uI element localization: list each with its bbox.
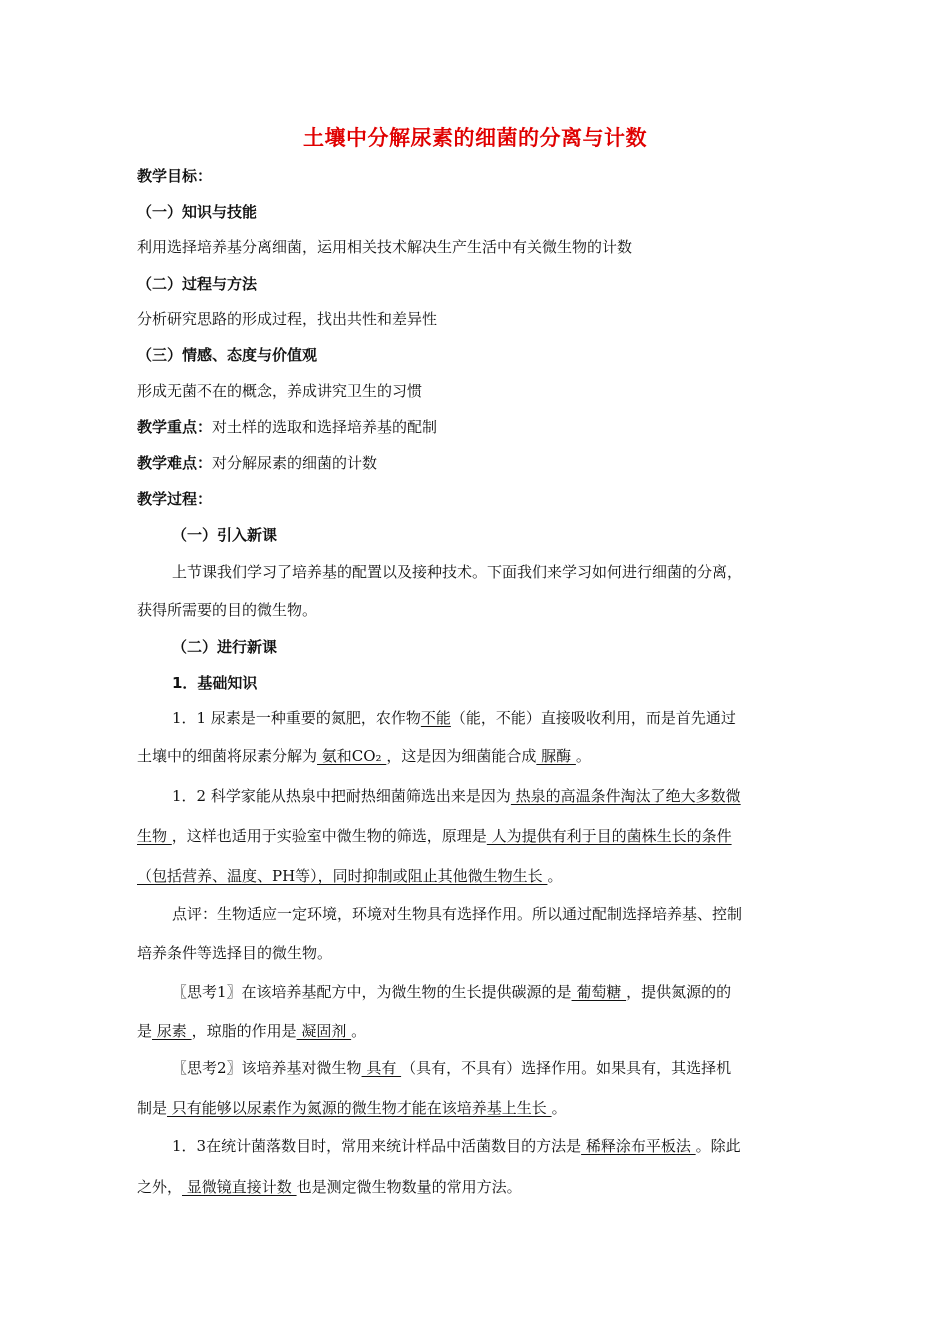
page-title: 土壤中分解尿素的细菌的分离与计数: [303, 126, 647, 150]
text-run: 是: [137, 1022, 153, 1040]
think1-line-2: [137, 1021, 366, 1041]
text-run: 。: [551, 1099, 567, 1117]
objectives-heading: 教学目标：: [137, 167, 213, 185]
para-1-3-line-2: [137, 1177, 522, 1197]
intro-heading: （一）引入新课: [172, 526, 278, 544]
answer-blank: 尿素: [152, 1022, 192, 1040]
text-run: 1．3在统计菌落数目时，常用来统计样品中活菌数目的方法是: [172, 1137, 582, 1155]
key-point-text: 对土样的选取和选择培养基的配制: [212, 418, 438, 436]
text-run: 。: [547, 867, 563, 885]
para-1-1-line-1: [172, 708, 736, 728]
text-run: ，这是因为细菌能合成: [386, 747, 537, 765]
answer-blank: 热泉的高温条件淘汰了绝大多数微: [510, 787, 741, 805]
intro-line-1: 上节课我们学习了培养基的配置以及接种技术。下面我们来学习如何进行细菌的分离，: [172, 563, 743, 581]
answer-blank: 生物: [137, 827, 172, 845]
answer-blank: （包括营养、温度、PH等），同时抑制或阻止其他微生物生长: [137, 867, 548, 885]
answer-blank: 具有: [361, 1059, 402, 1077]
section2-heading: （二）过程与方法: [137, 275, 258, 293]
basics-heading: 1．基础知识: [172, 674, 258, 692]
text-run: 制是: [137, 1099, 168, 1117]
comment-line-1: 点评：生物适应一定环境，环境对生物具有选择作用。所以通过配制选择培养基、控制: [172, 905, 743, 923]
text-run: 。除此: [695, 1137, 741, 1155]
text-run: 也是测定微生物数量的常用方法。: [296, 1178, 522, 1196]
text-run: 〖思考1〗在该培养基配方中，为微生物的生长提供碳源的是: [172, 983, 572, 1001]
think1-line-1: [172, 982, 731, 1002]
key-point-line: [137, 417, 437, 437]
text-run: ，琼脂的作用是: [191, 1022, 297, 1040]
answer-blank: 不能: [420, 709, 451, 727]
section3-text: 形成无菌不在的概念，养成讲究卫生的习惯: [137, 382, 423, 400]
section2-text: 分析研究思路的形成过程，找出共性和差异性: [137, 310, 438, 328]
intro-line-2: 获得所需要的目的微生物。: [137, 601, 318, 619]
text-run: 土壤中的细菌将尿素分解为: [137, 747, 318, 765]
difficulty-line: [137, 453, 377, 473]
section1-heading: （一）知识与技能: [137, 203, 258, 221]
difficulty-text: 对分解尿素的细菌的计数: [212, 454, 378, 472]
answer-blank: 氨和CO₂: [317, 747, 387, 765]
para-1-2-line-3: [137, 866, 562, 886]
text-run: （能，不能）直接吸收利用，而是首先通过: [450, 709, 736, 727]
answer-blank: 稀释涂布平板法: [581, 1137, 696, 1155]
section1-text: 利用选择培养基分离细菌，运用相关技术解决生产生活中有关微生物的计数: [137, 238, 633, 256]
process-heading: 教学过程：: [137, 490, 213, 508]
section3-heading: （三）情感、态度与价值观: [137, 346, 318, 364]
answer-blank: 凝固剂: [296, 1022, 352, 1040]
think2-line-1: [172, 1058, 731, 1078]
para-1-2-line-2: [137, 826, 732, 846]
text-run: 1．2 科学家能从热泉中把耐热细菌筛选出来是因为: [172, 787, 511, 805]
text-run: 之外，: [137, 1178, 183, 1196]
answer-blank: 人为提供有利于目的菌株生长的条件: [486, 827, 732, 845]
answer-blank: 显微镜直接计数: [182, 1178, 297, 1196]
text-run: ，提供氮源的的: [626, 983, 732, 1001]
answer-blank: 葡萄糖: [571, 983, 627, 1001]
text-run: ，这样也适用于实验室中微生物的筛选，原理是: [171, 827, 487, 845]
think2-line-2: [137, 1098, 567, 1118]
text-run: 。: [575, 747, 591, 765]
para-1-3-line-1: [172, 1136, 741, 1156]
para-1-1-line-2: [137, 746, 591, 766]
answer-blank: 只有能够以尿素作为氮源的微生物才能在该培养基上生长: [167, 1099, 552, 1117]
text-run: 1．1 尿素是一种重要的氮肥，农作物: [172, 709, 421, 727]
new-lesson-heading: （二）进行新课: [172, 638, 278, 656]
comment-line-2: 培养条件等选择目的微生物。: [137, 944, 333, 962]
text-run: 〖思考2〗该培养基对微生物: [172, 1059, 362, 1077]
answer-blank: 脲酶: [536, 747, 576, 765]
key-point-label: 教学重点：: [137, 418, 213, 436]
para-1-2-line-1: [172, 786, 741, 806]
difficulty-label: 教学难点：: [137, 454, 213, 472]
text-run: 。: [351, 1022, 367, 1040]
text-run: （具有，不具有）选择作用。如果具有，其选择机: [401, 1059, 732, 1077]
